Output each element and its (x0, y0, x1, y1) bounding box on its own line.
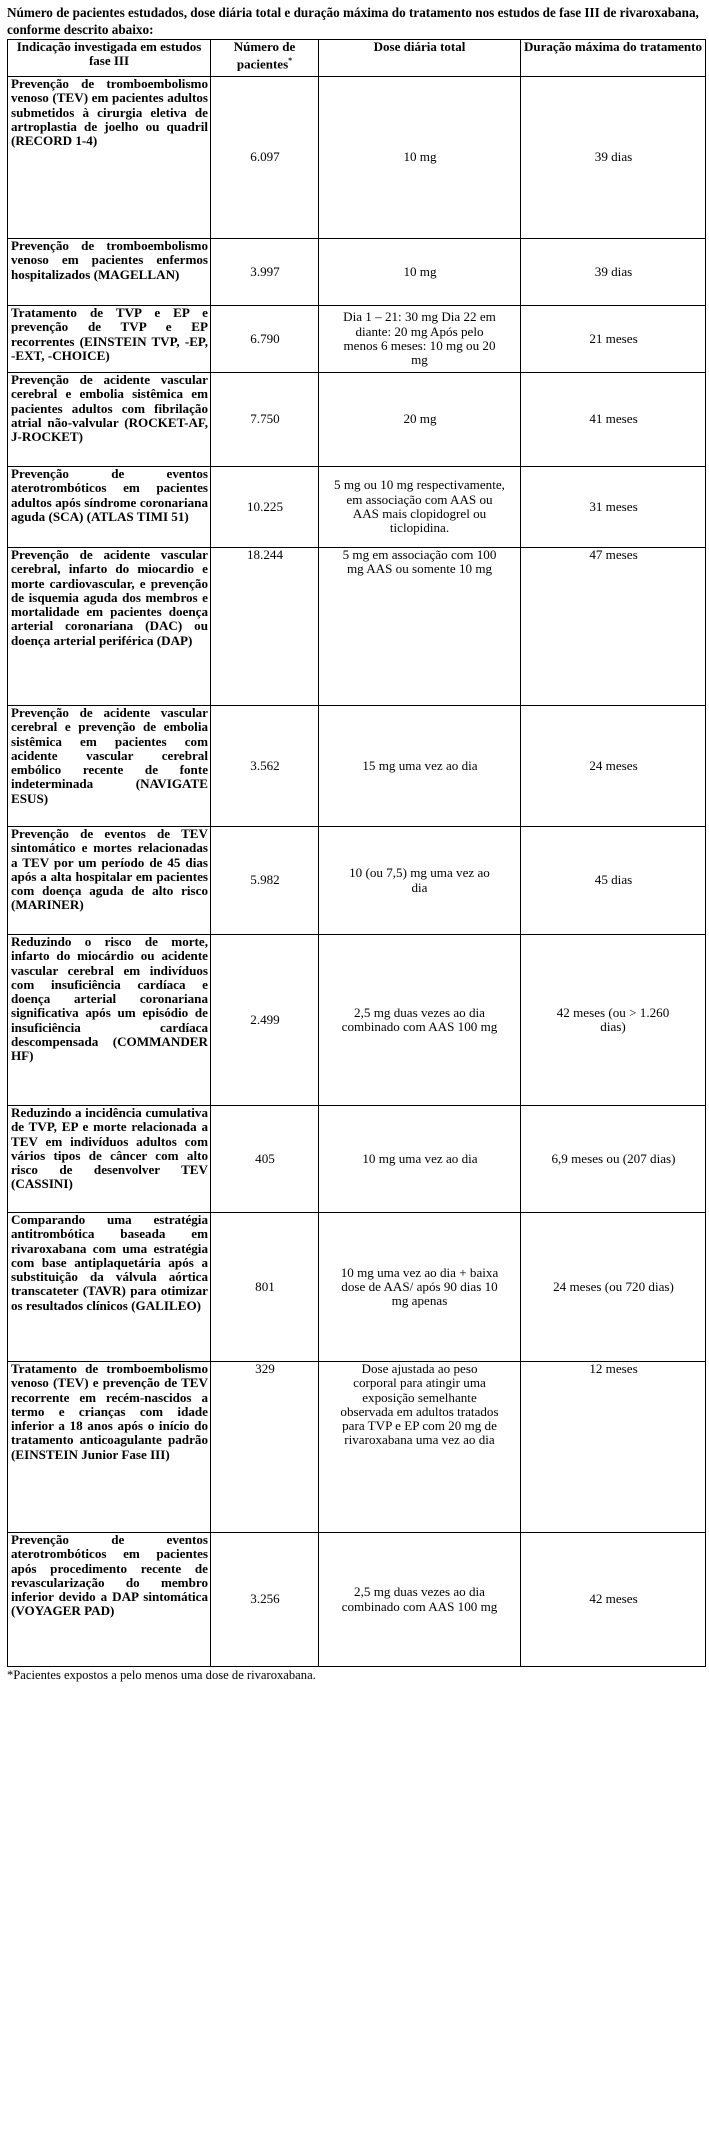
row-indication-cell: Reduzindo o risco de morte, infarto do miocárdio ou acidente vascular cerebral em indivíduos com insuficiência cardíaca e doença arterial coronariana significativa após um episódio de insuficiência cardíaca descompensada (COMMANDER HF) (8, 935, 211, 1106)
row-indication-cell: Prevenção de acidente vascular cerebral, infarto do miocardio e morte cardiovascular, e prevenção de isquemia aguda dos membros e mortalidade em pacientes doença arterial coronariana (DAC) ou doença arterial periférica (DAP) (8, 548, 211, 706)
row-duration-cell: 24 meses (521, 706, 706, 827)
row-patients-cell: 5.982 (211, 827, 319, 935)
header-patients (211, 40, 319, 77)
row-dose-cell: 15 mg uma vez ao dia (319, 706, 521, 827)
table-row (8, 935, 706, 1106)
row-patients-cell: 6.790 (211, 306, 319, 373)
table-row (8, 1362, 706, 1533)
header-patients-label: Número de pacientes (233, 39, 296, 72)
phase3-studies-table (7, 39, 706, 1667)
row-duration-cell: 45 dias (521, 827, 706, 935)
header-patients-footnote-mark: * (288, 56, 293, 66)
table-row (8, 467, 706, 548)
document (7, 5, 707, 1682)
row-indication-cell: Prevenção de acidente vascular cerebral e prevenção de embolia sistêmica em pacientes com acidente vascular cerebral embólico recente de fonte indeterminada (NAVIGATE ESUS) (8, 706, 211, 827)
row-dose-cell: 10 mg (319, 77, 521, 239)
row-patients-cell: 7.750 (211, 373, 319, 467)
footnote: *Pacientes expostos a pelo menos uma dose de rivaroxabana. (7, 1668, 316, 1682)
row-dose-cell: 20 mg (319, 373, 521, 467)
table-header-row (8, 40, 706, 77)
row-indication-cell: Prevenção de tromboembolismo venoso (TEV) em pacientes adultos submetidos à cirurgia eletiva de artroplastia de joelho ou quadril (RECORD 1-4) (8, 77, 211, 239)
table-row (8, 706, 706, 827)
header-duration: Duração máxima do tratamento (521, 40, 706, 77)
row-indication-cell: Prevenção de acidente vascular cerebral e embolia sistêmica em pacientes adultos com fibrilação atrial não-valvular (ROCKET-AF, J-ROCKET) (8, 373, 211, 467)
row-indication-cell: Prevenção de eventos aterotrombóticos em pacientes após procedimento recente de revascularização do membro inferior devido a DAP sintomática (VOYAGER PAD) (8, 1533, 211, 1667)
row-dose-cell: 2,5 mg duas vezes ao dia combinado com AAS 100 mg (319, 935, 521, 1106)
table-row (8, 77, 706, 239)
row-dose-cell: 10 mg uma vez ao dia + baixa dose de AAS/ após 90 dias 10 mg apenas (319, 1213, 521, 1362)
row-indication-cell: Prevenção de eventos aterotrombóticos em pacientes adultos após síndrome coronariana aguda (SCA) (ATLAS TIMI 51) (8, 467, 211, 548)
row-dose-cell: 10 mg (319, 239, 521, 306)
table-body (8, 77, 706, 1667)
row-indication-cell: Reduzindo a incidência cumulativa de TVP, EP e morte relacionada a TEV em indivíduos adultos com vários tipos de câncer com alto risco de desenvolver TEV (CASSINI) (8, 1106, 211, 1213)
row-indication-cell: Prevenção de eventos de TEV sintomático e mortes relacionadas a TEV por um período de 45 dias após a alta hospitalar em pacientes com doença aguda de alto risco (MARINER) (8, 827, 211, 935)
table-row (8, 373, 706, 467)
row-patients-cell: 405 (211, 1106, 319, 1213)
row-duration-cell: 41 meses (521, 373, 706, 467)
row-duration-cell: 31 meses (521, 467, 706, 548)
row-duration-cell: 39 dias (521, 239, 706, 306)
table-row (8, 239, 706, 306)
header-indication: Indicação investigada em estudos fase III (8, 40, 211, 77)
row-dose-cell: 10 (ou 7,5) mg uma vez ao dia (319, 827, 521, 935)
table-row (8, 827, 706, 935)
table-row (8, 1106, 706, 1213)
table-row (8, 1533, 706, 1667)
row-duration-cell: 21 meses (521, 306, 706, 373)
row-indication-cell: Comparando uma estratégia antitrombótica baseada em rivaroxabana com uma estratégia com base antiplaquetária após a substituição da válvula aórtica transcateter (TAVR) para otimizar os resultados clínicos (GALILEO) (8, 1213, 211, 1362)
row-duration-cell: 39 dias (521, 77, 706, 239)
row-dose-cell: 2,5 mg duas vezes ao dia combinado com AAS 100 mg (319, 1533, 521, 1667)
row-patients-cell: 3.256 (211, 1533, 319, 1667)
row-patients-cell: 18.244 (211, 548, 319, 706)
row-patients-cell: 801 (211, 1213, 319, 1362)
table-row (8, 548, 706, 706)
row-patients-cell: 10.225 (211, 467, 319, 548)
intro-paragraph: Número de pacientes estudados, dose diária total e duração máxima do tratamento nos estudos de fase III de rivaroxabana, conforme descrito abaixo: (7, 5, 699, 37)
row-patients-cell: 6.097 (211, 77, 319, 239)
row-duration-cell: 42 meses (ou > 1.260 dias) (521, 935, 706, 1106)
row-dose-cell: 5 mg em associação com 100 mg AAS ou somente 10 mg (319, 548, 521, 706)
row-duration-cell: 42 meses (521, 1533, 706, 1667)
row-patients-cell: 3.997 (211, 239, 319, 306)
row-dose-cell: 5 mg ou 10 mg respectivamente, em associação com AAS ou AAS mais clopidogrel ou ticlopidina. (319, 467, 521, 548)
row-patients-cell: 3.562 (211, 706, 319, 827)
table-row (8, 1213, 706, 1362)
row-dose-cell: 10 mg uma vez ao dia (319, 1106, 521, 1213)
table-row (8, 306, 706, 373)
row-patients-cell: 329 (211, 1362, 319, 1533)
row-patients-cell: 2.499 (211, 935, 319, 1106)
row-indication-cell: Prevenção de tromboembolismo venoso em pacientes enfermos hospitalizados (MAGELLAN) (8, 239, 211, 306)
row-indication-cell: Tratamento de tromboembolismo venoso (TEV) e prevenção de TEV recorrente em recém-nascidos a termo e crianças com idade inferior a 18 anos após o início do tratamento anticoagulante padrão (EINSTEIN Junior Fase III) (8, 1362, 211, 1533)
row-duration-cell: 6,9 meses ou (207 dias) (521, 1106, 706, 1213)
row-duration-cell: 47 meses (521, 548, 706, 706)
row-indication-cell: Tratamento de TVP e EP e prevenção de TVP e EP recorrentes (EINSTEIN TVP, -EP, -EXT, -CHOICE) (8, 306, 211, 373)
row-duration-cell: 24 meses (ou 720 dias) (521, 1213, 706, 1362)
row-duration-cell: 12 meses (521, 1362, 706, 1533)
row-dose-cell: Dia 1 – 21: 30 mg Dia 22 em diante: 20 mg Após pelo menos 6 meses: 10 mg ou 20 mg (319, 306, 521, 373)
header-dose: Dose diária total (319, 40, 521, 77)
row-dose-cell: Dose ajustada ao peso corporal para atingir uma exposição semelhante observada em adultos tratados para TVP e EP com 20 mg de rivaroxabana uma vez ao dia (319, 1362, 521, 1533)
